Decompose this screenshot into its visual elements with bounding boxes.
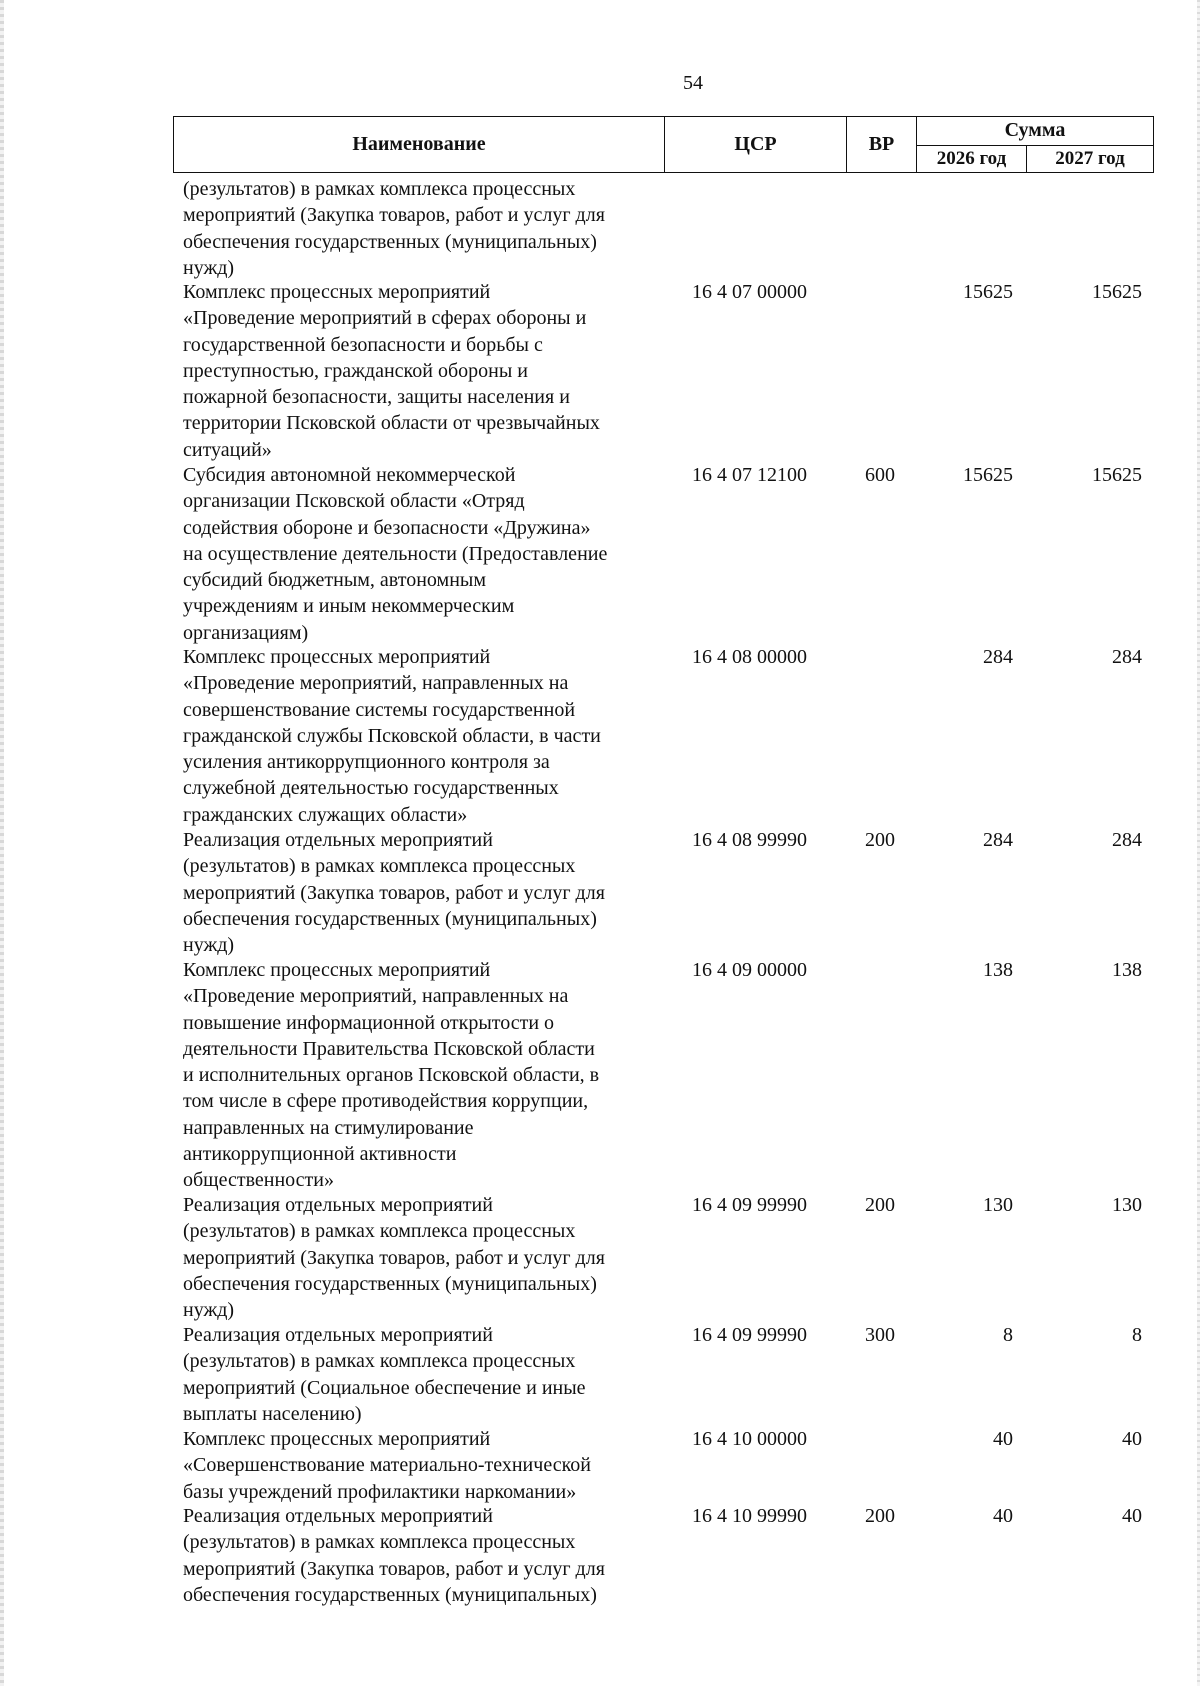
row-csr: 16 4 10 00000 bbox=[692, 1428, 807, 1450]
row-amount-2027: 284 bbox=[1112, 646, 1142, 668]
row-name: Реализация отдельных мероприятий (результатов) в рамках комплекса процессных мероприятий (Закупка товаров, работ и услуг для обеспечения государственных (муниципальных) bbox=[183, 1505, 605, 1606]
row-amount-2027: 8 bbox=[1132, 1324, 1142, 1346]
row-vr: 600 bbox=[865, 464, 895, 486]
row-name: Субсидия автономной некоммерческой организации Псковской области «Отряд содействия обороне и безопасности «Дружина» на осуществление деятельности (Предоставление субсидий бюджетным, автономным учреждениям и иным некоммерческим организациям) bbox=[183, 464, 608, 644]
row-csr: 16 4 09 99990 bbox=[692, 1324, 807, 1346]
row-vr: 200 bbox=[865, 1505, 895, 1527]
row-amount-2026: 130 bbox=[983, 1194, 1013, 1216]
row-csr: 16 4 08 00000 bbox=[692, 646, 807, 668]
row-amount-2026: 15625 bbox=[963, 464, 1013, 486]
row-amount-2027: 138 bbox=[1112, 959, 1142, 981]
row-amount-2026: 40 bbox=[993, 1505, 1013, 1527]
row-amount-2027: 15625 bbox=[1092, 464, 1142, 486]
row-amount-2026: 138 bbox=[983, 959, 1013, 981]
row-csr: 16 4 07 12100 bbox=[692, 464, 807, 486]
row-amount-2026: 8 bbox=[1003, 1324, 1013, 1346]
page-number: 54 bbox=[683, 72, 703, 94]
header-csr: ЦСР bbox=[665, 117, 847, 173]
row-name: Комплекс процессных мероприятий «Проведение мероприятий, направленных на повышение информационной открытости о деятельности Правительства Псковской области и исполнительных органов Псковской области, в том числе в сфере противодействия коррупции, направленных на стимулирование антикоррупционной активности общественности» bbox=[183, 959, 600, 1192]
table-header bbox=[173, 116, 1154, 173]
scan-edge-left bbox=[0, 0, 4, 1686]
row-amount-2026: 40 bbox=[993, 1428, 1013, 1450]
row-name: Реализация отдельных мероприятий (результатов) в рамках комплекса процессных мероприятий (Социальное обеспечение и иные выплаты населению) bbox=[183, 1324, 586, 1425]
header-year-2026: 2026 год bbox=[917, 145, 1027, 172]
row-csr: 16 4 10 99990 bbox=[692, 1505, 807, 1527]
row-vr: 300 bbox=[865, 1324, 895, 1346]
row-amount-2026: 284 bbox=[983, 646, 1013, 668]
row-amount-2027: 40 bbox=[1122, 1428, 1142, 1450]
row-name: Комплекс процессных мероприятий «Совершенствование материально-технической базы учреждений профилактики наркомании» bbox=[183, 1428, 591, 1503]
row-amount-2027: 130 bbox=[1112, 1194, 1142, 1216]
row-name: Комплекс процессных мероприятий «Проведение мероприятий в сферах обороны и государственной безопасности и борьбы с преступностью, гражданской обороны и пожарной безопасности, защиты населения и территории Псковской области от чрезвычайных ситуаций» bbox=[183, 281, 600, 461]
row-csr: 16 4 08 99990 bbox=[692, 829, 807, 851]
row-vr: 200 bbox=[865, 829, 895, 851]
row-name: (результатов) в рамках комплекса процессных мероприятий (Закупка товаров, работ и услуг для обеспечения государственных (муниципальных) нужд) bbox=[183, 178, 605, 279]
row-csr: 16 4 09 00000 bbox=[692, 959, 807, 981]
row-amount-2027: 15625 bbox=[1092, 281, 1142, 303]
row-name: Реализация отдельных мероприятий (результатов) в рамках комплекса процессных мероприятий (Закупка товаров, работ и услуг для обеспечения государственных (муниципальных) нужд) bbox=[183, 1194, 605, 1322]
header-sum: Сумма bbox=[917, 117, 1154, 146]
header-vr: ВР bbox=[847, 117, 917, 173]
row-name: Реализация отдельных мероприятий (результатов) в рамках комплекса процессных мероприятий (Закупка товаров, работ и услуг для обеспечения государственных (муниципальных) нужд) bbox=[183, 829, 605, 957]
row-name: Комплекс процессных мероприятий «Проведение мероприятий, направленных на совершенствование системы государственной гражданской службы Псковской области, в части усиления антикоррупционного контроля за служебной деятельностью государственных гражданских служащих области» bbox=[183, 646, 601, 826]
row-amount-2026: 284 bbox=[983, 829, 1013, 851]
header-year-2027: 2027 год bbox=[1027, 145, 1154, 172]
row-amount-2027: 284 bbox=[1112, 829, 1142, 851]
row-csr: 16 4 09 99990 bbox=[692, 1194, 807, 1216]
row-vr: 200 bbox=[865, 1194, 895, 1216]
row-amount-2026: 15625 bbox=[963, 281, 1013, 303]
row-amount-2027: 40 bbox=[1122, 1505, 1142, 1527]
row-csr: 16 4 07 00000 bbox=[692, 281, 807, 303]
header-name: Наименование bbox=[174, 117, 665, 173]
